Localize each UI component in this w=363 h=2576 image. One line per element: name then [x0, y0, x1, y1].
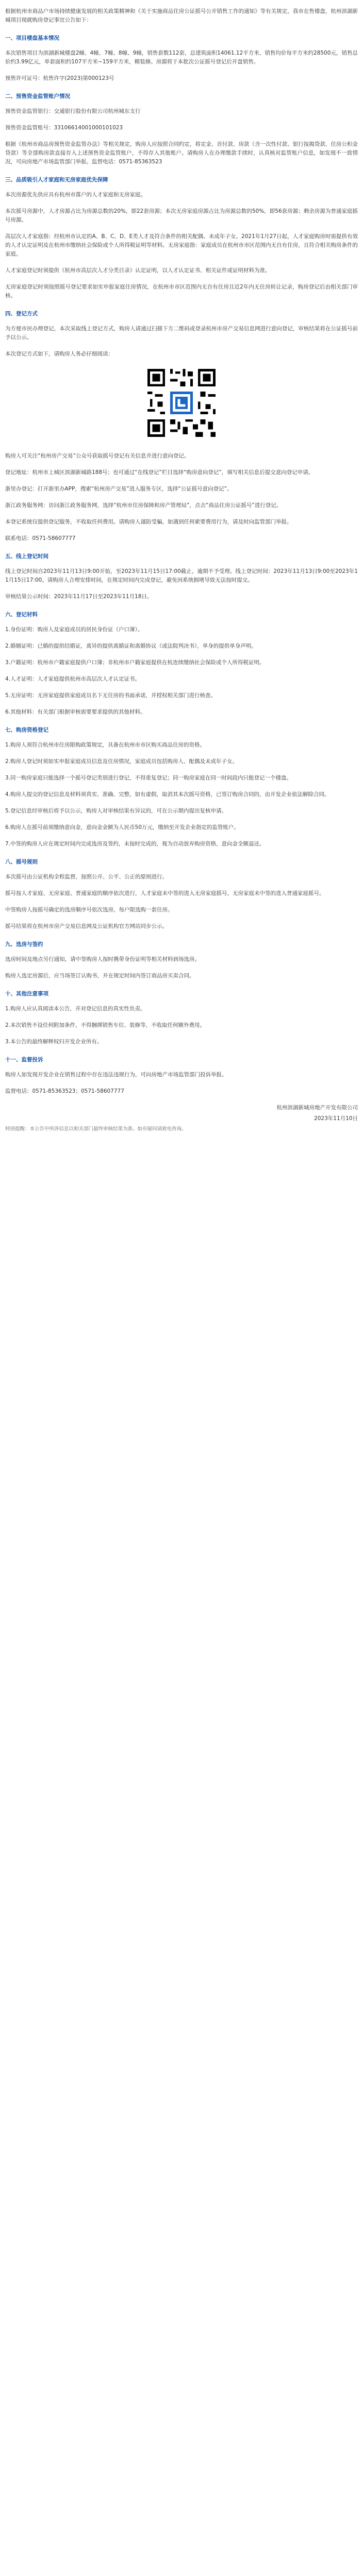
section-heading: 六、登记材料: [5, 612, 38, 618]
section-paragraph: 浙江政务服务网：访问浙江政务服务网，选择“杭州市住房保障和房产管理局”，点击“商品住房公证摇号”进行登记。: [5, 502, 282, 509]
section-paragraph: 购房人选定房源后，应当场签订认购书，并在规定时间内签订商品房买卖合同。: [5, 973, 195, 979]
section-paragraph: 本次摇号房源中，人才房源占比为房源总数的20%，即22套房源；本次无房家庭房源占比为房源总数的50%，即56套房源；剩余房源为普通家庭摇号房源。: [5, 208, 358, 223]
section-paragraph: 预售许可证号：杭售许字(2023)第000123号: [5, 75, 114, 81]
section-paragraph: 根据《杭州市商品房预售资金监管办法》等相关规定，购房人应按照合同约定，将定金、首付款、房款（含一次性付款、银行按揭贷款、住房公积金贷款）等全部购房款直接存入上述预售资金监管账户，不得存入其他账户。请购房人在办理缴款手续时，认真核对监管账户信息，如发现不一致情况，可向房地产市场监管部门举报。监督电话：0571-85363523: [5, 141, 358, 165]
section-paragraph: 购房人可关注“杭州房产交易”公众号获取摇号登记有关信息并进行意向登记。: [5, 453, 190, 459]
section-paragraph: 3.本公告的最终解释权归开发企业所有。: [5, 1039, 103, 1045]
sections-top: [5, 34, 358, 359]
section-paragraph: 为方便市民办理登记，本次采取线上登记方式，购房人请通过扫描下方二维码或登录杭州市房产交易信息网进行意向登记，审核结果将在公证摇号前予以公示。: [5, 326, 358, 341]
section-paragraph: 5.登记信息经审核后将予以公示，购房人对审核结果有异议的，可在公示期内提出复核申请。: [5, 808, 227, 814]
section-paragraph: 高层次人才家庭指：经杭州市认定的A、B、C、D、E类人才及符合条件的相关配偶、未成年子女。2021年1月27日起，人才家庭购房时需提供有效的人才认定证明及在杭州市缴纳社会保险或个人所得税证明等材料。无房家庭指：家庭成员在杭州市市区范围内无自有住房，且符合相关购房条件的家庭。: [5, 233, 358, 257]
section-paragraph: 预售资金监管账号：33106614001000101023: [5, 125, 123, 131]
section-paragraph: 5.无房证明：无房家庭提供家庭成员名下无住房的书面承诺，并授权相关部门进行核查。: [5, 692, 217, 699]
section-paragraph: 预售资金监管银行：交通银行股份有限公司杭州城东支行: [5, 108, 141, 114]
section-heading: 二、预售资金监管账户情况: [5, 93, 70, 99]
section-paragraph: 2.本次销售不设任何附加条件，不得捆绑销售车位、装修等，不收取任何额外费用。: [5, 1022, 206, 1028]
section-paragraph: 线上登记时间自2023年11月13日9:00开始，至2023年11月15日17:00截止，逾期不予受理。线上登记时间：2023年11月13日9:00至2023年11月15日17:00。请购房人合理安排时间，在规定时间内完成登记，避免因系统拥堵导致无法按时提交。: [5, 568, 358, 583]
section-paragraph: 1.购房人应认真阅读本公告，并对登记信息的真实性负责。: [5, 1006, 146, 1012]
section-heading: 八、摇号规则: [5, 859, 38, 865]
section-paragraph: 6.购房人在摇号前须缴纳意向金，意向金金额为人民币50万元，缴纳至开发企业指定的监管账户。: [5, 824, 239, 831]
section-paragraph: 本次销售项目为滨湖新城楼盘2幢、4幢、7幢、8幢、9幢，销售套数112套，总建筑面积14061.12平方米，销售均价每平方米约28500元，销售总价约3.99亿元，单套面积约107平方米~159平方米，精装修。房源将于本批次公证摇号登记后开盘销售。: [5, 50, 358, 65]
section-paragraph: 联系电话：0571-58607777: [5, 535, 76, 541]
intro-paragraph: 根据杭州市商品户市场持续健康发展的相关政策精神和《关于实施商品住房公证摇号公开销售工作的通知》等有关规定，我市在售楼盘，杭州滨湖新城项目现就购房登记事宜公告如下：: [5, 8, 358, 23]
section-paragraph: 摇号结果将在杭州市房产交易信息网及公证机构官方网站同步公示。: [5, 923, 168, 929]
section-paragraph: 无房家庭登记时须按照摇号登记要求如实申报家庭住房情况，在杭州市市区范围内无自有住房且近2年内无住房转让记录，购房登记后由相关部门审核。: [5, 284, 358, 299]
section-heading: 十、其他注意事项: [5, 991, 48, 997]
section-paragraph: 本登记系统仅提供登记服务，不收取任何费用。请购房人谨防受骗，如遇到任何索要费用行为，请及时向监管部门举报。: [5, 519, 292, 525]
section-paragraph: 4.购房人提交的登记信息及材料须真实、准确、完整，如有虚假，取消其本次摇号资格，已签订购房合同的，由开发企业依法解除合同。: [5, 791, 330, 798]
section-paragraph: 2.婚姻证明：已婚的提供结婚证，离异的提供离婚证和离婚协议（或法院判决书），单身的提供单身声明。: [5, 643, 257, 649]
section-paragraph: 浙里办登记：打开浙里办APP，搜索“杭州房产交易”进入服务专区，选择“公证摇号意向登记”。: [5, 486, 233, 492]
section-paragraph: 4.人才证明：人才家庭提供杭州市高层次人才认定证书。: [5, 676, 141, 682]
section-paragraph: 本次摇号由公证机构全程监督，按照公开、公平、公正的原则进行。: [5, 874, 168, 880]
signoff-date: 2023年11月10日: [314, 1115, 358, 1122]
section-paragraph: 审核结果公示时间：2023年11月17日至2023年11月18日。: [5, 594, 153, 600]
section-heading: 四、登记方式: [5, 311, 38, 317]
section-paragraph: 中签购房人按摇号确定的选房顺序号依次选房，每户限选购一套住房。: [5, 907, 173, 913]
section-paragraph: 登记地址：杭州市上城区滨湖新城路188号；也可通过“在线登记”栏目选择“购房意向登记”，填写相关信息后提交意向登记申请。: [5, 469, 314, 476]
section-paragraph: 选房时间及地点另行通知，请中签购房人按时携带身份证明等相关材料到场选房。: [5, 956, 200, 962]
section-paragraph: 2.购房人登记时须如实申报家庭成员信息及住房情况，家庭成员包括购房人、配偶及未成年子女。: [5, 758, 238, 765]
section-paragraph: 3.户籍证明：杭州市户籍家庭提供户口簿；非杭州市户籍家庭提供在杭连续缴纳社会保险或个人所得税证明。: [5, 659, 265, 666]
section-paragraph: 人才家庭登记时须提供《杭州市高层次人才分类目录》认定证明，以人才认定证书、相关证件或证明材料为准。: [5, 267, 271, 274]
section-paragraph: 本次登记方式如下，请购房人务必仔细阅读：: [5, 351, 113, 357]
section-heading: 五、线上登记时间: [5, 553, 48, 560]
section-heading: 九、选房与签约: [5, 941, 43, 947]
section-paragraph: 购房人如发现开发企业在销售过程中存在违法违规行为，可向房地产市场监管部门投诉举报。: [5, 1072, 227, 1078]
section-paragraph: 3.同一购房家庭只能选择一个摇号登记类别进行登记，不得重复登记；同一购房家庭在同一时间段内只能登记一个楼盘。: [5, 775, 292, 781]
section-paragraph: 6.其他材料：有关部门根据审核需要要求提供的其他材料。: [5, 709, 146, 715]
section-paragraph: 1.购房人须符合杭州市住房限购政策规定，具备在杭州市市区购买商品住房的资格。: [5, 742, 206, 748]
section-heading: 一、项目楼盘基本情况: [5, 35, 59, 41]
section-heading: 十一、监督投诉: [5, 1057, 43, 1063]
section-heading: 七、购房资格登记: [5, 727, 48, 733]
qr-code-icon: [145, 366, 218, 439]
qr-code[interactable]: [5, 366, 358, 443]
footer-note: 特别提醒：本公告中所涉信息以相关部门最终审核结果为准。如有疑问请致电咨询。: [5, 1126, 187, 1132]
signoff-company: 杭州滨湖新城房地产开发有限公司: [276, 1105, 358, 1111]
section-heading: 三、品质吸引人才家庭和无房家庭优先保障: [5, 177, 108, 183]
section-paragraph: 监督电话：0571-85363523；0571-58607777: [5, 1088, 124, 1094]
section-paragraph: 7.中签的购房人应在规定时间内完成选房及签约，未按时完成的，视为自动放弃购房资格，意向金全额退还。: [5, 841, 265, 847]
section-paragraph: 摇号按人才家庭、无房家庭、普通家庭的顺序依次进行，人才家庭未中签的进入无房家庭摇号，无房家庭未中签的进入普通家庭摇号。: [5, 890, 325, 896]
section-paragraph: 本次房源优先供应具有杭州市落户的人才家庭和无房家庭。: [5, 192, 146, 198]
section-paragraph: 1.身份证明：购房人及家庭成员的居民身份证（户口簿）。: [5, 626, 143, 633]
document: [0, 0, 363, 1151]
sections-bottom: [5, 452, 358, 1096]
